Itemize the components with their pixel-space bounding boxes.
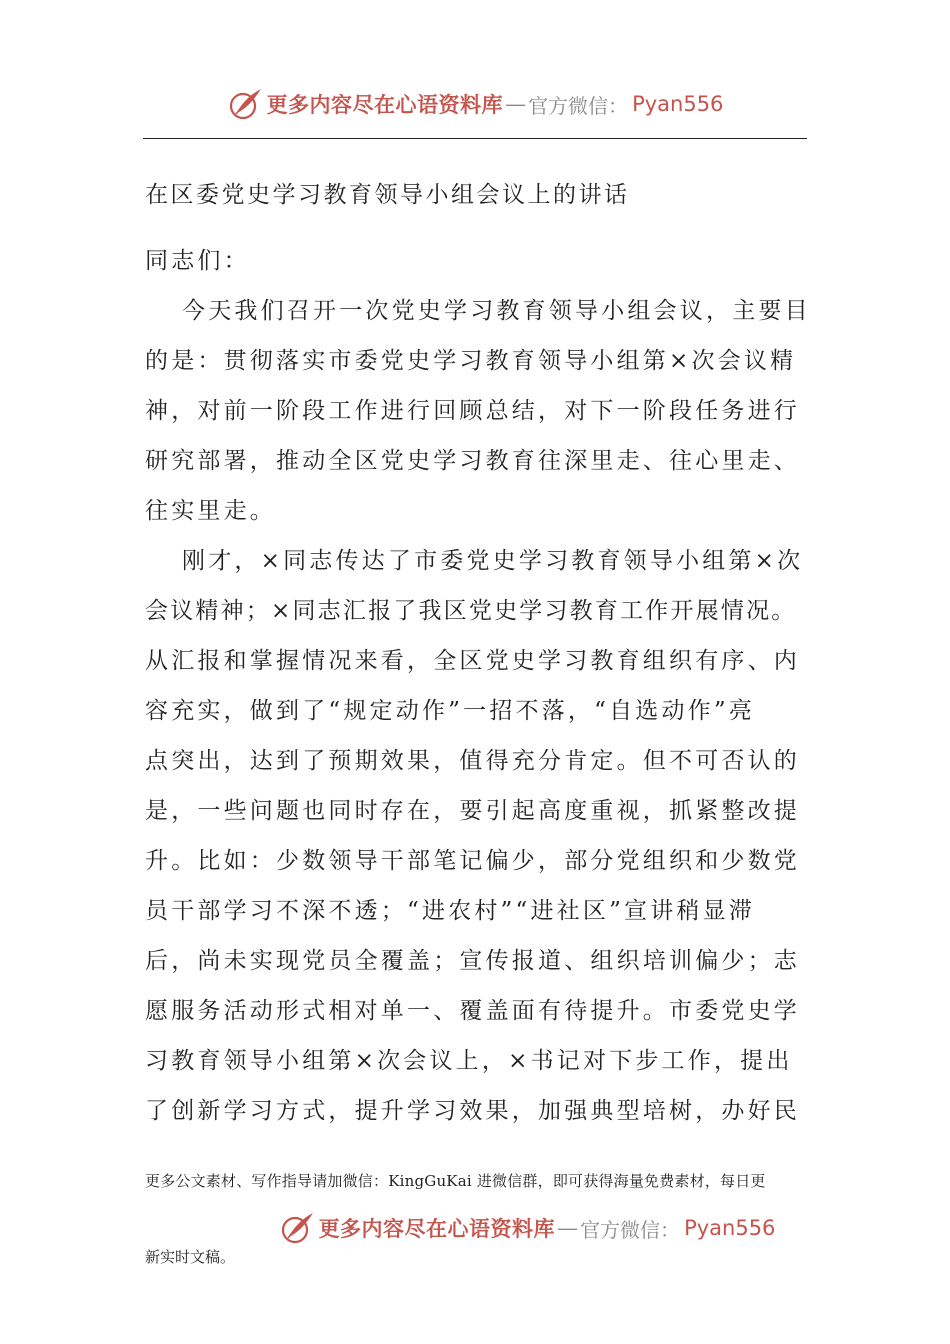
header-banner	[0, 82, 950, 126]
document-title: 在区委党史学习教育领导小组会议上的讲话	[145, 182, 630, 208]
body-line: 今天我们召开一次党史学习教育领导小组会议，主要目	[182, 298, 811, 324]
body-line: 点突出，达到了预期效果，值得充分肯定。但不可否认的	[145, 748, 800, 774]
body-line: 往实里走。	[145, 498, 276, 524]
body-line: 同志们：	[145, 248, 250, 274]
footer-banner	[52, 1206, 950, 1250]
body-line: 会议精神；×同志汇报了我区党史学习教育工作开展情况。	[145, 598, 797, 624]
banner-dash: —	[557, 1216, 579, 1240]
banner-wechat-id: Pyan556	[632, 92, 724, 116]
banner-title: 更多内容尽在心语资料库	[266, 92, 504, 117]
banner-title: 更多内容尽在心语资料库	[318, 1216, 556, 1241]
body-line: 后，尚未实现党员全覆盖；宣传报道、组织培训偏少；志	[145, 948, 800, 974]
footer-note-continued: 新实时文稿。	[145, 1248, 236, 1266]
body-line: 员干部学习不深不透；“进农村”“进社区”宣讲稍显滞	[145, 898, 756, 924]
body-line: 刚才，×同志传达了市委党史学习教育领导小组第×次	[182, 548, 804, 574]
body-line: 从汇报和掌握情况来看，全区党史学习教育组织有序、内	[145, 648, 800, 674]
header-rule	[143, 138, 807, 139]
body-line: 习教育领导小组第×次会议上，×书记对下步工作，提出	[145, 1048, 793, 1074]
banner-dash: —	[505, 92, 527, 116]
body-line: 研究部署，推动全区党史学习教育往深里走、往心里走、	[145, 448, 800, 474]
body-line: 神，对前一阶段工作进行回顾总结，对下一阶段任务进行	[145, 398, 800, 424]
body-line: 的是：贯彻落实市委党史学习教育领导小组第×次会议精	[145, 348, 797, 374]
body-line: 愿服务活动形式相对单一、覆盖面有待提升。市委党史学	[145, 998, 800, 1024]
body-line: 了创新学习方式，提升学习效果，加强典型培树，办好民	[145, 1098, 800, 1124]
body-line: 容充实，做到了“规定动作”一招不落，“自选动作”亮	[145, 698, 756, 724]
body-line: 升。比如：少数领导干部笔记偏少，部分党组织和少数党	[145, 848, 800, 874]
banner-official-label: 官方微信：	[580, 1217, 681, 1242]
document-body	[145, 236, 809, 1136]
feather-quill-logo-icon	[227, 86, 263, 122]
banner-official-label: 官方微信：	[528, 93, 629, 118]
body-line: 是，一些问题也同时存在，要引起高度重视，抓紧整改提	[145, 798, 800, 824]
footer-note: 更多公文素材、写作指导请加微信：KingGuKai 进微信群，即可获得海量免费素材，每日更	[145, 1172, 766, 1190]
banner-wechat-id: Pyan556	[684, 1216, 776, 1240]
feather-quill-logo-icon	[279, 1210, 315, 1246]
